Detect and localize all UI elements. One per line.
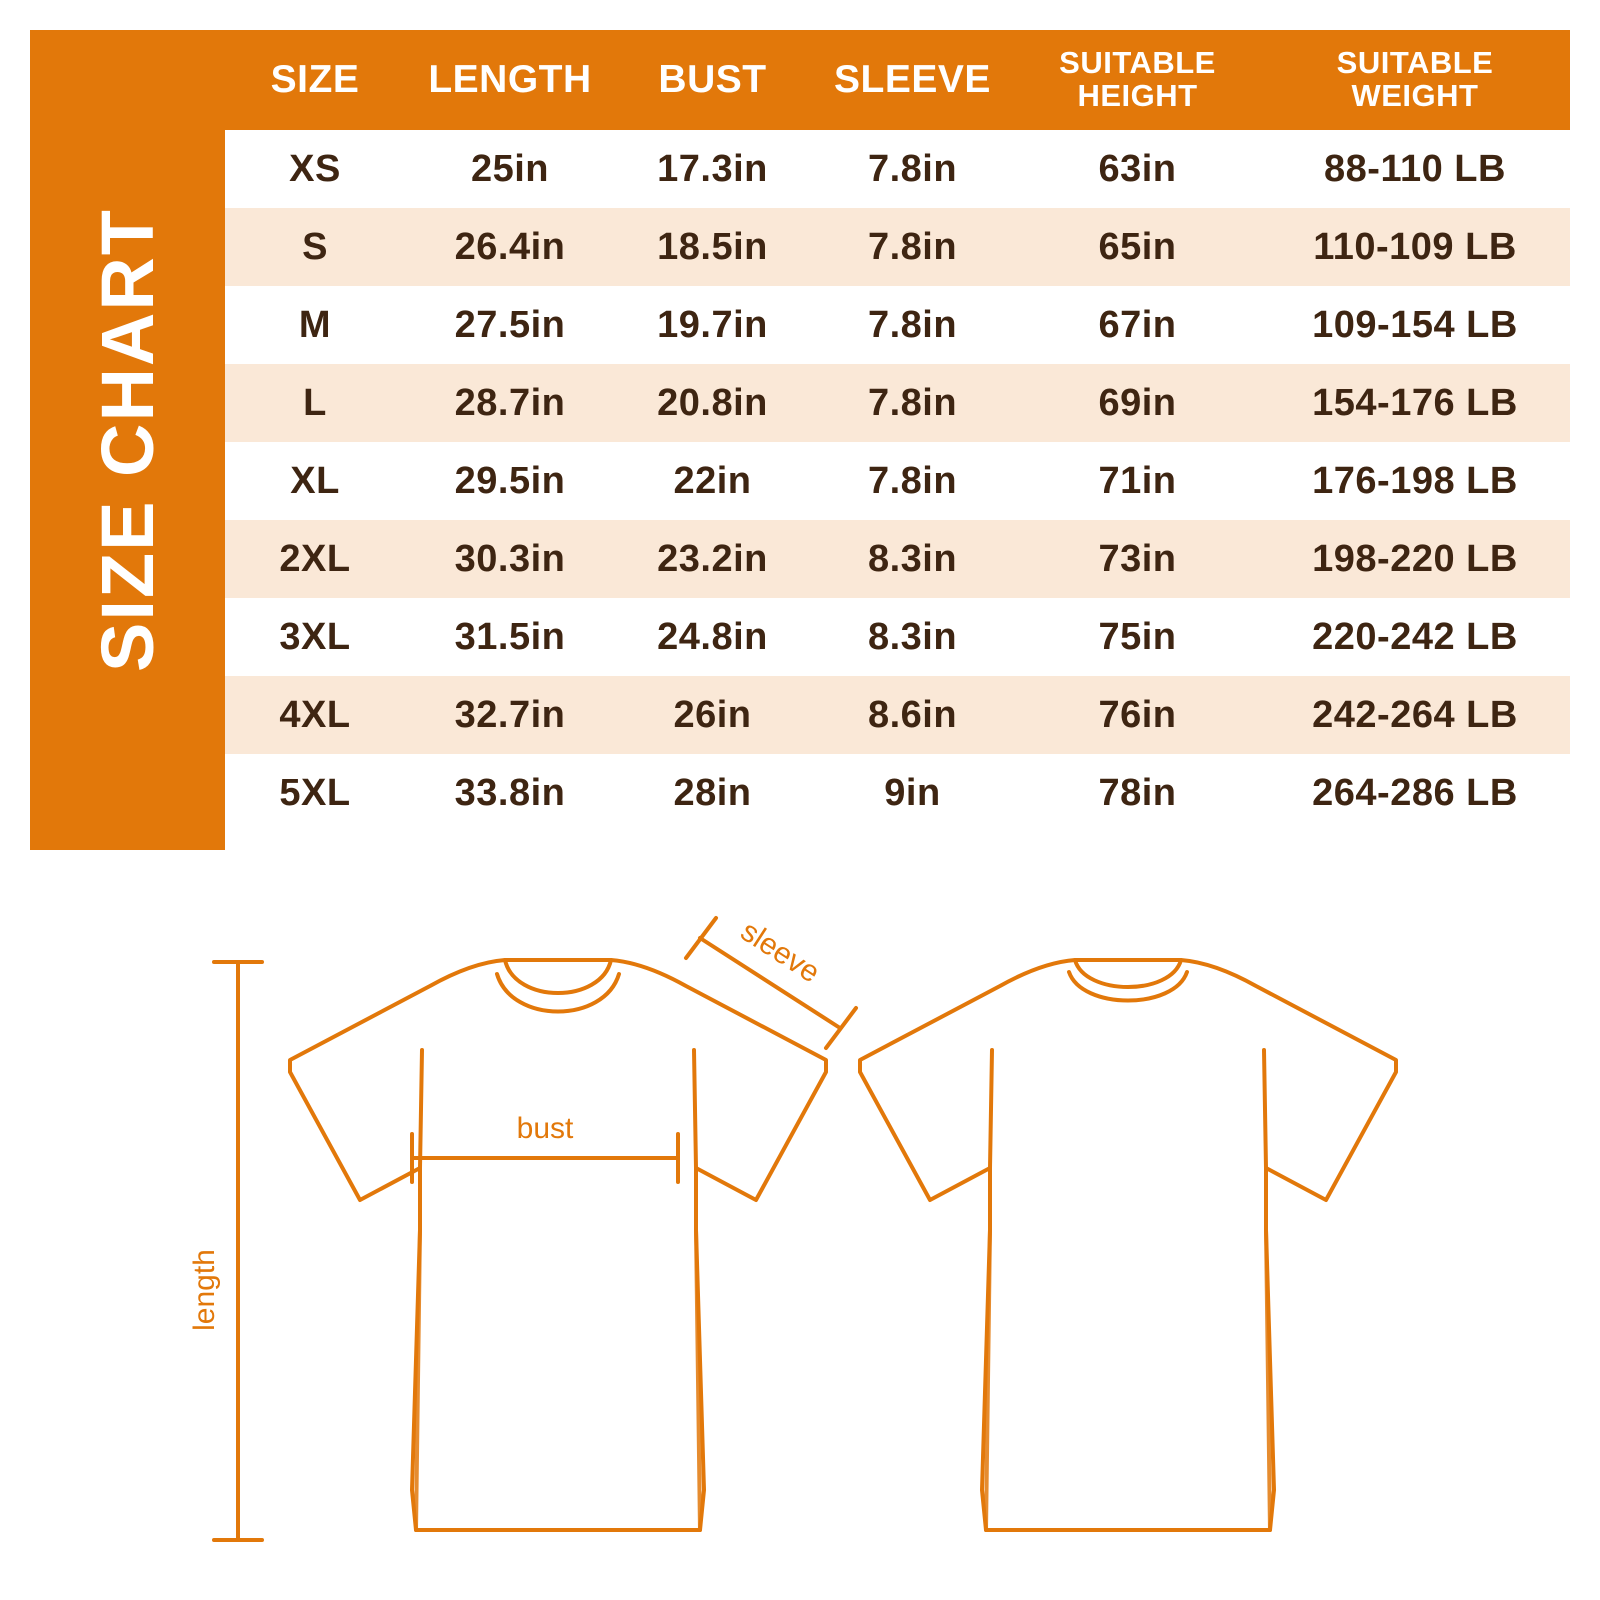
- table-row: [225, 442, 1570, 520]
- column-header-suitable-height: [1015, 30, 1260, 130]
- size-table: [225, 30, 1570, 832]
- cell-weight: 109-154 LB: [1260, 286, 1570, 364]
- cell-size: XS: [225, 130, 405, 208]
- cell-weight: 154-176 LB: [1260, 364, 1570, 442]
- cell-size: L: [225, 364, 405, 442]
- cell-size: XL: [225, 442, 405, 520]
- cell-weight: 198-220 LB: [1260, 520, 1570, 598]
- cell-height: 73in: [1015, 520, 1260, 598]
- tshirt-back-outline: [860, 960, 1396, 1530]
- cell-sleeve: 7.8in: [810, 130, 1015, 208]
- tshirt-diagram-svg: [0, 900, 1600, 1600]
- table-row: [225, 208, 1570, 286]
- measurement-diagram: [0, 900, 1600, 1600]
- cell-sleeve: 7.8in: [810, 286, 1015, 364]
- cell-length: 26.4in: [405, 208, 615, 286]
- cell-sleeve: 9in: [810, 754, 1015, 832]
- cell-weight: 176-198 LB: [1260, 442, 1570, 520]
- length-dimension: [214, 962, 262, 1540]
- cell-weight: 264-286 LB: [1260, 754, 1570, 832]
- sleeve-label: sleeve: [734, 914, 826, 990]
- cell-bust: 20.8in: [615, 364, 810, 442]
- cell-length: 32.7in: [405, 676, 615, 754]
- cell-length: 31.5in: [405, 598, 615, 676]
- cell-height: 78in: [1015, 754, 1260, 832]
- cell-sleeve: 8.3in: [810, 598, 1015, 676]
- cell-bust: 17.3in: [615, 130, 810, 208]
- table-row: [225, 130, 1570, 208]
- cell-height: 75in: [1015, 598, 1260, 676]
- cell-sleeve: 8.3in: [810, 520, 1015, 598]
- size-chart-side-band: [30, 30, 225, 850]
- column-header-suitable-weight-line1: SUITABLE: [1336, 45, 1494, 81]
- cell-height: 69in: [1015, 364, 1260, 442]
- cell-bust: 18.5in: [615, 208, 810, 286]
- cell-size: M: [225, 286, 405, 364]
- cell-height: 76in: [1015, 676, 1260, 754]
- table-row: [225, 286, 1570, 364]
- table-row: [225, 364, 1570, 442]
- cell-weight: 220-242 LB: [1260, 598, 1570, 676]
- cell-bust: 26in: [615, 676, 810, 754]
- cell-size: 5XL: [225, 754, 405, 832]
- cell-weight: 242-264 LB: [1260, 676, 1570, 754]
- cell-bust: 23.2in: [615, 520, 810, 598]
- column-header-sleeve: SLEEVE: [810, 30, 1015, 130]
- cell-sleeve: 7.8in: [810, 442, 1015, 520]
- cell-length: 30.3in: [405, 520, 615, 598]
- size-table-area: [225, 30, 1570, 850]
- table-row: [225, 676, 1570, 754]
- cell-size: 3XL: [225, 598, 405, 676]
- cell-sleeve: 7.8in: [810, 364, 1015, 442]
- column-header-suitable-height-line1: SUITABLE: [1059, 45, 1216, 81]
- cell-sleeve: 7.8in: [810, 208, 1015, 286]
- cell-length: 28.7in: [405, 364, 615, 442]
- bust-label: bust: [516, 1112, 574, 1145]
- tshirt-front-outline: [290, 960, 826, 1530]
- cell-size: 4XL: [225, 676, 405, 754]
- table-row: [225, 754, 1570, 832]
- cell-height: 67in: [1015, 286, 1260, 364]
- table-header-row: [225, 30, 1570, 130]
- cell-length: 29.5in: [405, 442, 615, 520]
- cell-bust: 28in: [615, 754, 810, 832]
- cell-bust: 22in: [615, 442, 810, 520]
- column-header-suitable-weight: [1260, 30, 1570, 130]
- table-row: [225, 520, 1570, 598]
- column-header-suitable-weight-line2: WEIGHT: [1351, 78, 1479, 113]
- cell-length: 25in: [405, 130, 615, 208]
- cell-height: 65in: [1015, 208, 1260, 286]
- cell-bust: 19.7in: [615, 286, 810, 364]
- table-row: [225, 598, 1570, 676]
- cell-height: 71in: [1015, 442, 1260, 520]
- cell-sleeve: 8.6in: [810, 676, 1015, 754]
- length-label: length: [188, 1249, 221, 1331]
- column-header-length: LENGTH: [405, 30, 615, 130]
- cell-weight: 110-109 LB: [1260, 208, 1570, 286]
- cell-height: 63in: [1015, 130, 1260, 208]
- size-chart-title: SIZE CHART: [86, 208, 169, 672]
- cell-length: 33.8in: [405, 754, 615, 832]
- cell-bust: 24.8in: [615, 598, 810, 676]
- cell-weight: 88-110 LB: [1260, 130, 1570, 208]
- column-header-suitable-height-line2: HEIGHT: [1077, 78, 1198, 113]
- cell-size: S: [225, 208, 405, 286]
- cell-length: 27.5in: [405, 286, 615, 364]
- column-header-size: SIZE: [225, 30, 405, 130]
- cell-size: 2XL: [225, 520, 405, 598]
- size-chart-panel: [30, 30, 1570, 850]
- column-header-bust: BUST: [615, 30, 810, 130]
